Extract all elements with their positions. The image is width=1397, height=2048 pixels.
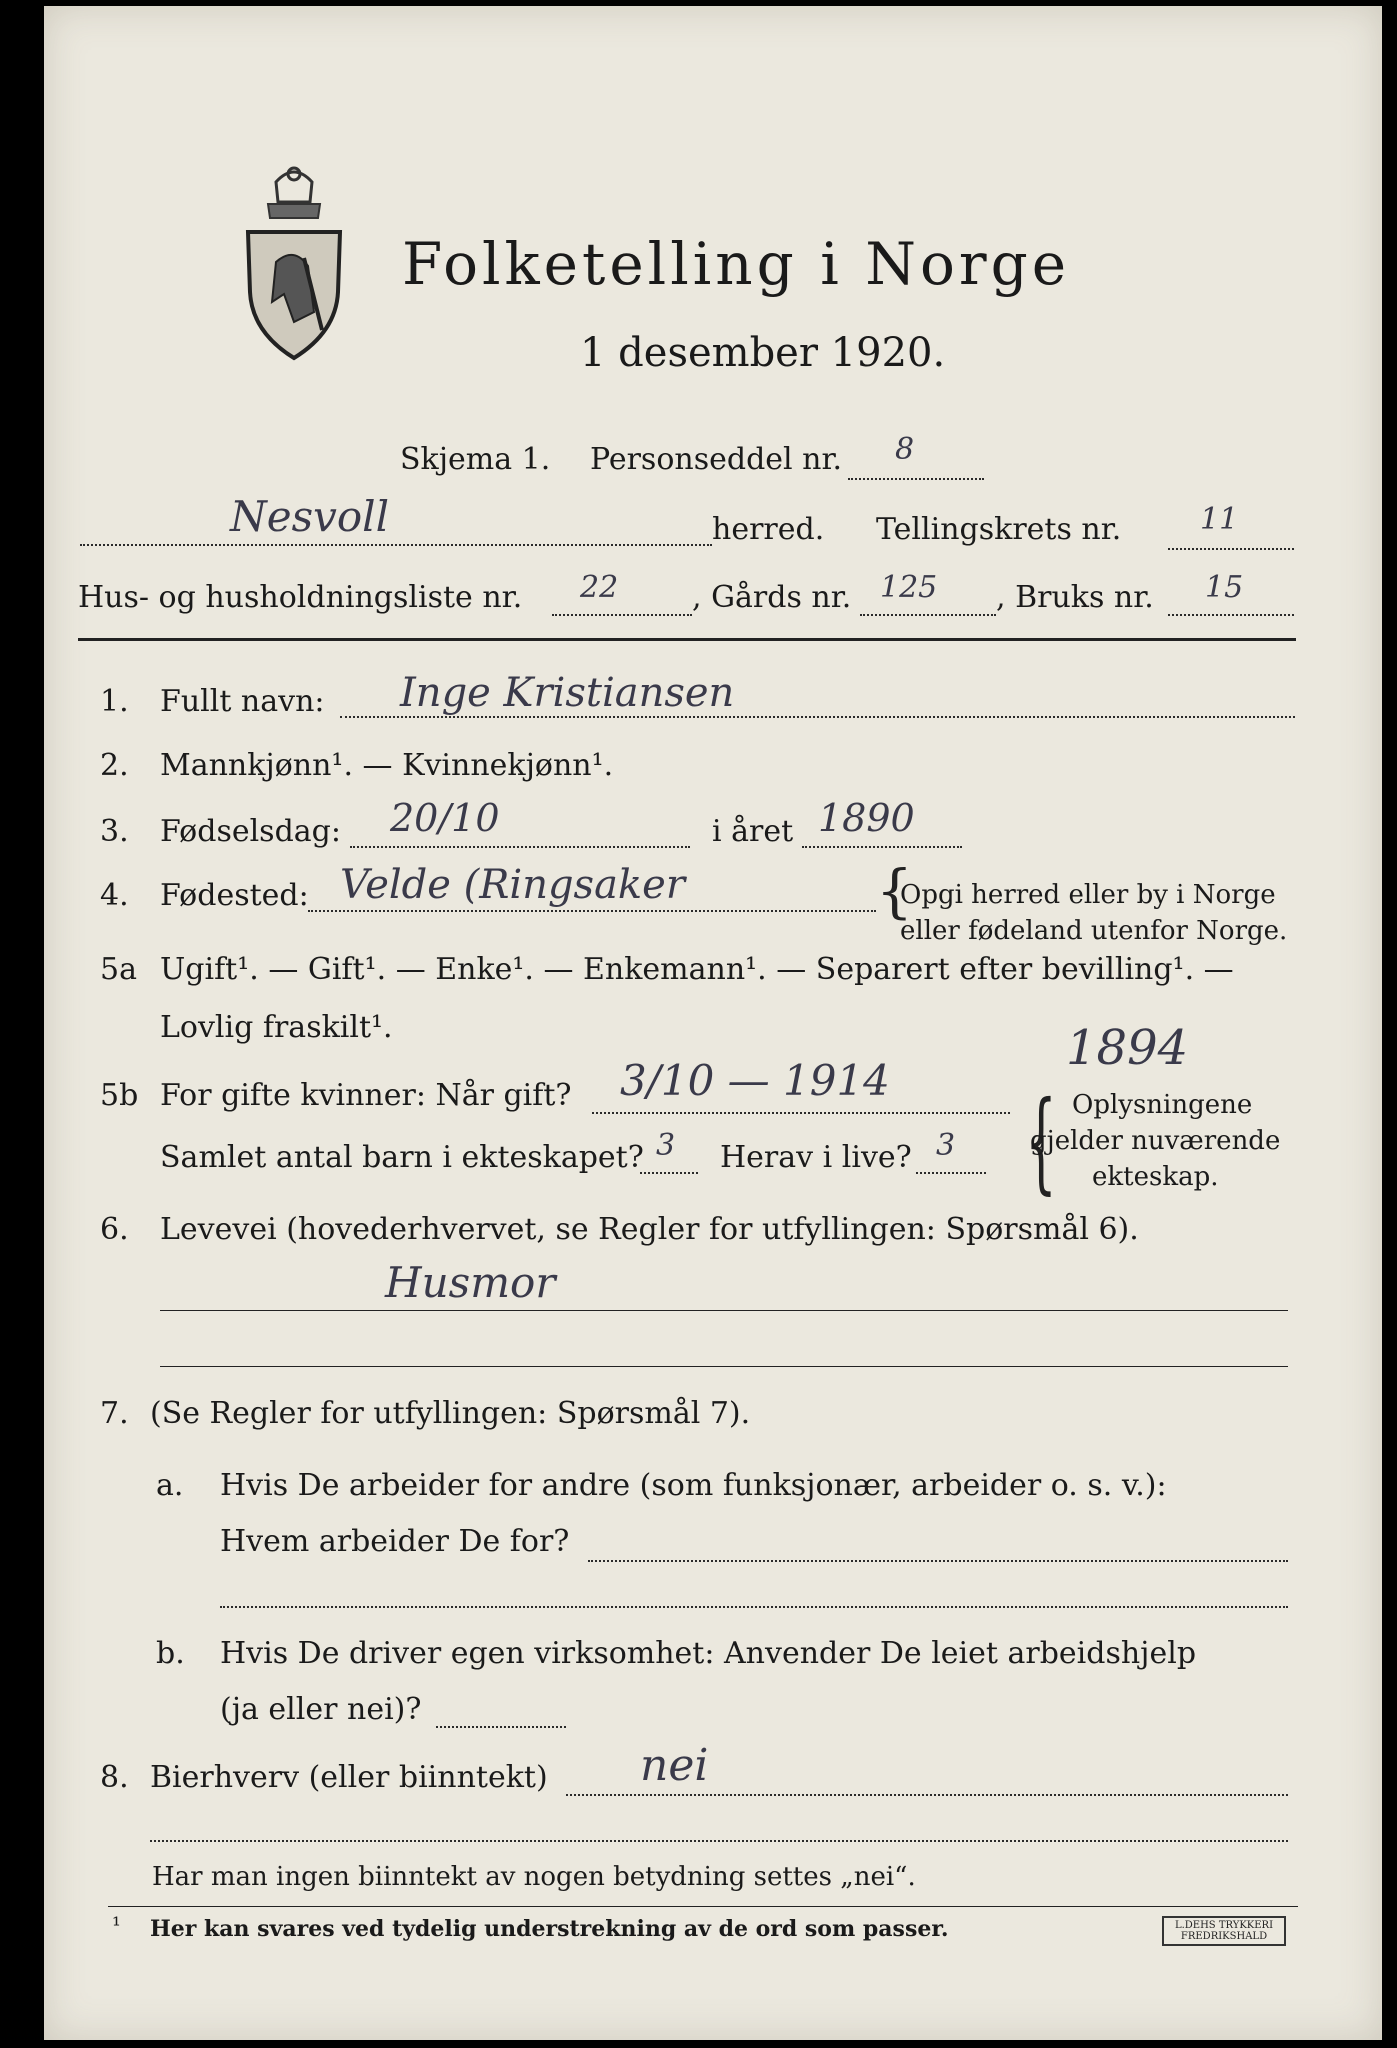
q2-number: 2. <box>100 748 129 783</box>
q4-line <box>308 910 876 912</box>
census-date: 1 desember 1920. <box>580 330 946 376</box>
q6-label: Levevei (hovederhvervet, se Regler for utfyllingen: Spørsmål 6). <box>160 1212 1139 1247</box>
stamp-line-2: FREDRIKSHALD <box>1180 1931 1268 1942</box>
q8-label: Bierhverv (eller biinntekt) <box>150 1760 548 1795</box>
husliste-line <box>552 614 692 616</box>
q7-number: 7. <box>100 1396 129 1431</box>
q7a-line <box>588 1560 1288 1562</box>
printer-stamp <box>1162 1916 1286 1946</box>
husliste-label: Hus- og husholdningsliste nr. <box>78 580 523 615</box>
q5b-married-date-value: 3/10 — 1914 <box>620 1056 890 1105</box>
q3-year-line <box>802 846 962 848</box>
q5b-note-2: gjelder nuværende <box>1030 1126 1281 1156</box>
q7b-label-2: (ja eller nei)? <box>220 1692 422 1727</box>
q7a-label-2: Hvem arbeider De for? <box>220 1524 570 1559</box>
q5b-brace: { <box>1025 1077 1057 1205</box>
q4-note-1: Opgi herred eller by i Norge <box>900 880 1276 910</box>
q3-birthdate-value: 20/10 <box>390 796 500 840</box>
tellingskrets-label: Tellingskrets nr. <box>876 512 1122 547</box>
herred-line <box>80 544 712 546</box>
footnote-mark: ¹ <box>112 1914 121 1939</box>
q7a-number: a. <box>156 1468 184 1503</box>
q4-birthplace-value: Velde (Ringsaker <box>340 862 685 908</box>
schema-label: Skjema 1. <box>400 442 551 477</box>
herred-value: Nesvoll <box>230 492 390 541</box>
bruks-line <box>1168 614 1294 616</box>
q3-line <box>350 846 690 848</box>
footer-note: Har man ingen biinntekt av nogen betydning settes „nei“. <box>152 1862 916 1892</box>
q3-year-value: 1890 <box>818 796 915 840</box>
q8-number: 8. <box>100 1760 129 1795</box>
q7b-number: b. <box>156 1636 185 1671</box>
q4-brace: { <box>876 857 913 925</box>
q8-line <box>566 1794 1288 1796</box>
page-title: Folketelling i Norge <box>402 230 1071 298</box>
q7b-label: Hvis De driver egen virksomhet: Anvender De leiet arbeidshjelp <box>220 1636 1197 1671</box>
q2-gender-options: Mannkjønn¹. — Kvinnekjønn¹. <box>160 748 614 783</box>
q1-number: 1. <box>100 684 129 719</box>
q4-label: Fødested: <box>160 878 309 913</box>
q7a-label: Hvis De arbeider for andre (som funksjonær, arbeider o. s. v.): <box>220 1468 1167 1503</box>
q5b-alive-line <box>916 1172 986 1174</box>
q1-line <box>340 716 1295 718</box>
q5b-children-line <box>640 1172 698 1174</box>
personseddel-label: Personseddel nr. <box>590 442 843 477</box>
norway-coat-of-arms-icon <box>238 162 350 362</box>
husliste-value: 22 <box>580 570 619 605</box>
q3-year-label: i året <box>712 814 794 849</box>
q1-full-name-value: Inge Kristiansen <box>400 670 735 716</box>
q5b-children-label: Samlet antal barn i ekteskapet? <box>160 1140 644 1175</box>
q4-note-2: eller fødeland utenfor Norge. <box>900 916 1288 946</box>
footnote-text: Her kan svares ved tydelig understrekning av de ord som passer. <box>150 1916 949 1942</box>
q5b-alive-label: Herav i live? <box>720 1140 912 1175</box>
q5b-alive-value: 3 <box>936 1128 956 1163</box>
footer-divider <box>108 1906 1298 1907</box>
q6-line-2 <box>160 1366 1288 1367</box>
q6-line-1 <box>160 1310 1288 1311</box>
gards-label: , Gårds nr. <box>692 580 852 615</box>
q4-number: 4. <box>100 878 129 913</box>
q8-line-2 <box>150 1840 1288 1842</box>
q5b-note-1: Oplysningene <box>1072 1090 1253 1120</box>
q7a-line-2 <box>220 1606 1288 1608</box>
q5b-children-value: 3 <box>656 1128 676 1163</box>
bruks-value: 15 <box>1205 570 1244 605</box>
q5b-extra-year-value: 1894 <box>1066 1020 1189 1076</box>
q3-label: Fødselsdag: <box>160 814 341 849</box>
tellingskrets-line <box>1168 548 1294 550</box>
herred-label: herred. <box>712 512 825 547</box>
q5b-number: 5b <box>100 1078 139 1113</box>
personseddel-value: 8 <box>895 432 915 467</box>
stamp-line-1: L.DEHS TRYKKERI <box>1174 1920 1274 1931</box>
gards-line <box>860 614 996 616</box>
q3-number: 3. <box>100 814 129 849</box>
q7b-line <box>436 1726 566 1728</box>
q6-occupation-value: Husmor <box>385 1258 556 1307</box>
gards-value: 125 <box>880 570 938 605</box>
q5b-note-3: ekteskap. <box>1092 1162 1219 1192</box>
q5b-label: For gifte kvinner: Når gift? <box>160 1078 572 1113</box>
q5a-marital-options: Ugift¹. — Gift¹. — Enke¹. — Enkemann¹. — Separert efter bevilling¹. — <box>160 952 1234 987</box>
tellingskrets-value: 11 <box>1200 502 1239 537</box>
header-divider <box>78 638 1296 641</box>
q5b-line <box>592 1112 1010 1114</box>
bruks-label: , Bruks nr. <box>996 580 1154 615</box>
q5a-marital-options-2: Lovlig fraskilt¹. <box>160 1010 393 1045</box>
q1-label: Fullt navn: <box>160 684 325 719</box>
q8-side-income-value: nei <box>640 1740 709 1791</box>
q5a-number: 5a <box>100 952 137 987</box>
personseddel-line <box>848 478 984 480</box>
q6-number: 6. <box>100 1212 129 1247</box>
q7-label: (Se Regler for utfyllingen: Spørsmål 7). <box>150 1396 751 1431</box>
